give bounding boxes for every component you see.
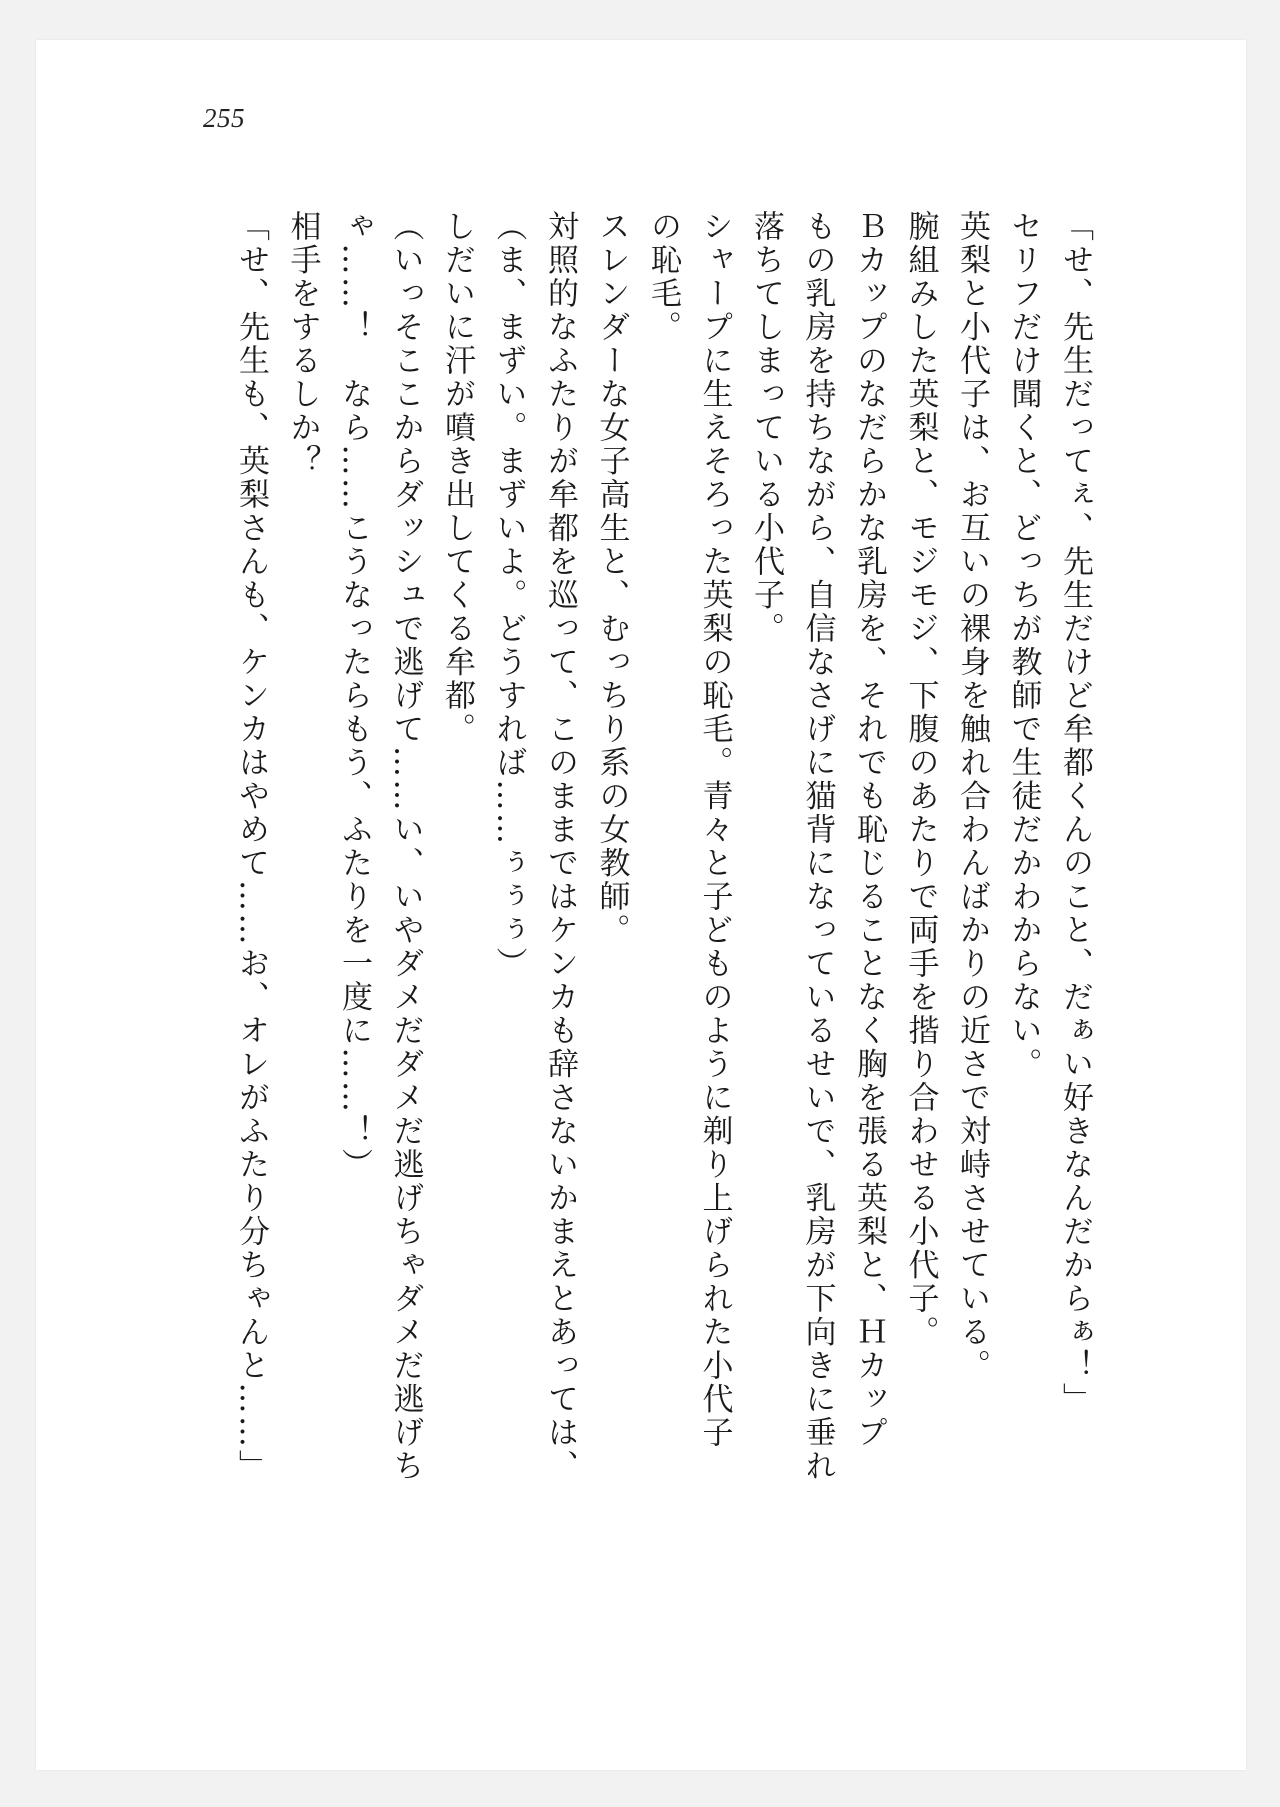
- text-line: ゃ……！ なら……こうなったらもう、ふたりを一度に……！）: [336, 210, 372, 1182]
- text-line: 「せ、先生も、英梨さんも、ケンカはやめて……お、オレがふたり分ちゃんと……」: [233, 210, 269, 1483]
- text-line: しだいに汗が噴き出してくる牟都。: [439, 210, 475, 746]
- text-line: （ま、まずい。まずいよ。どうすれば……ぅぅぅ）: [490, 210, 527, 981]
- page-number: 255: [203, 103, 245, 133]
- text-line: 腕組みした英梨と、モジモジ、下腹のあたりで両手を揩り合わせる小代子。: [902, 210, 939, 1349]
- text-line: （いっそここからダッシュで逃げて……い、いやダメだダメだ逃げちゃダメだ逃げち: [387, 210, 424, 1483]
- text-line: セリフだけ聞くと、どっちが教師で生徒だかわからない。: [1005, 210, 1042, 1081]
- text-line: シャープに生えそろった英梨の恥毛。青々と子どものように剃り上げられた小代子: [696, 210, 733, 1450]
- text-line: スレンダーな女子高生と、むっちり系の女教師。: [593, 210, 630, 947]
- text-line: 相手をするしか？: [284, 210, 321, 478]
- text-line: の恥毛。: [645, 210, 681, 344]
- text-line: 対照的なふたりが牟都を巡って、このままではケンカも辞さないかまえとあっては、: [542, 210, 578, 1483]
- text-line: Ｂカップのなだらかな乳房を、それでも恥じることなく胸を張る英梨と、Ｈカップ: [851, 210, 887, 1450]
- text-line: 英梨と小代子は、お互いの裸身を触れ合わんばかりの近さで対峙させている。: [954, 210, 990, 1383]
- vertical-text-body: [170, 210, 1100, 1600]
- text-line: 落ちてしまっている小代子。: [748, 210, 784, 646]
- text-line: 「せ、先生だってぇ、先生だけど牟都くんのこと、だぁい好きなんだからぁ！」: [1057, 210, 1093, 1416]
- text-line: もの乳房を持ちながら、自信なさげに猫背になっているせいで、乳房が下向きに垂れ: [799, 210, 836, 1483]
